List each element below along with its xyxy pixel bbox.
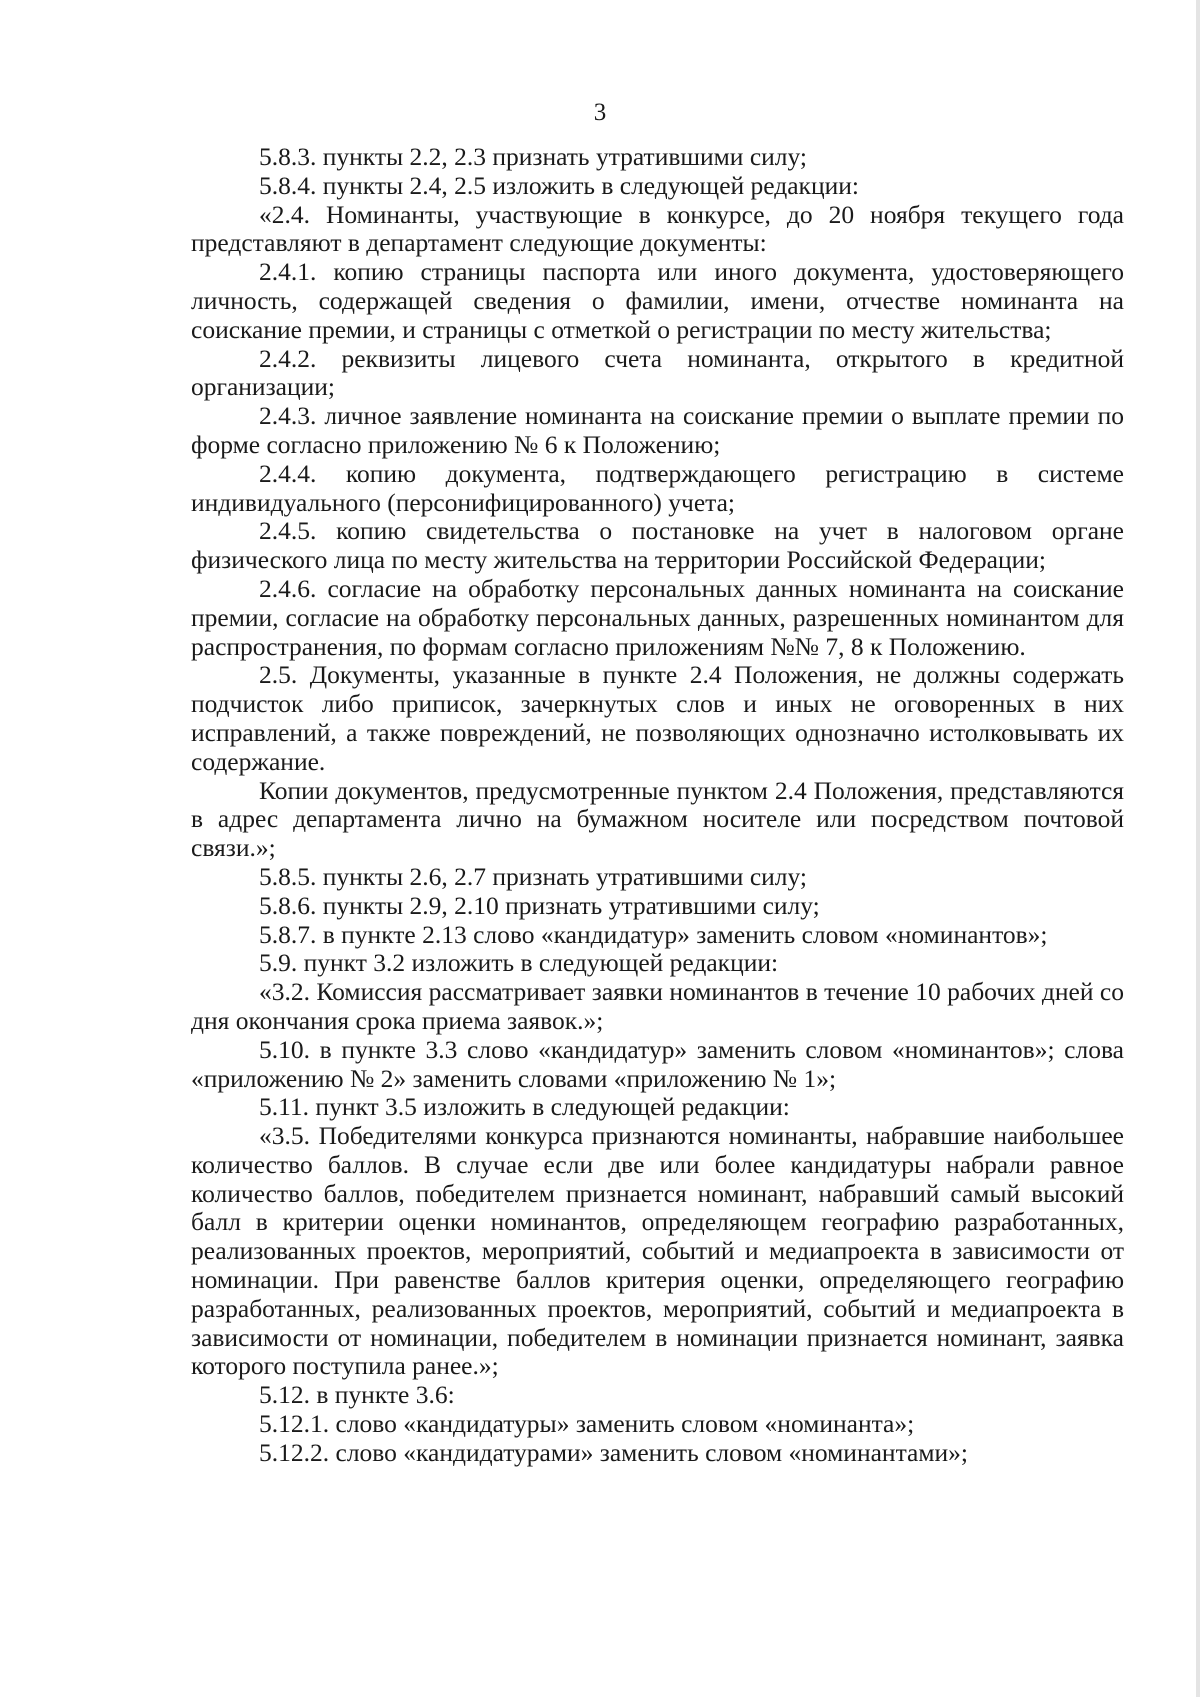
paragraph-2-4-3: 2.4.3. личное заявление номинанта на соискание премии о выплате премии по форме согласно приложению № 6 к Положению; (191, 401, 1124, 459)
paragraph-5-8-5: 5.8.5. пункты 2.6, 2.7 признать утратившими силу; (259, 861, 808, 891)
paragraph-5-12: 5.12. в пункте 3.6: (259, 1380, 455, 1410)
paragraph-2-4-6: 2.4.6. согласие на обработку персональных данных номинанта на соискание премии, согласие на обработку персональных данных, разрешенных номинантом для распространения, по формам согласно приложениям №№ 7, 8 к Положению. (191, 573, 1124, 661)
paragraph-5-8-6: 5.8.6. пункты 2.9, 2.10 признать утратившими силу; (259, 890, 820, 920)
paragraph-5-12-2: 5.12.2. слово «кандидатурами» заменить словом «номинантами»; (259, 1437, 968, 1467)
paragraph-2-4-2: 2.4.2. реквизиты лицевого счета номинанта, открытого в кредитной организации; (191, 343, 1124, 402)
paragraph-5-12-1: 5.12.1. слово «кандидатуры» заменить словом «номинанта»; (259, 1409, 915, 1439)
paragraph-5-11: 5.11. пункт 3.5 изложить в следующей редакции: (259, 1092, 790, 1122)
paragraph-5-9: 5.9. пункт 3.2 изложить в следующей редакции: (259, 948, 779, 978)
paragraph-2-4-5: 2.4.5. копию свидетельства о постановке на учет в налоговом органе физического лица по месту жительства на территории Российской Федерации; (191, 516, 1124, 575)
paragraph-5-8-7: 5.8.7. в пункте 2.13 слово «кандидатур» заменить словом «номинантов»; (259, 919, 1048, 949)
paragraph-5-10: 5.10. в пункте 3.3 слово «кандидатур» заменить словом «номинантов»; слова «приложению № 2» заменить словами «приложению № 1»; (191, 1034, 1124, 1093)
paragraph-3-2: «3.2. Комиссия рассматривает заявки номинантов в течение 10 рабочих дней со дня окончания срока приема заявок.»; (191, 977, 1124, 1035)
paragraph-2-4: «2.4. Номинанты, участвующие в конкурсе, до 20 ноября текущего года представляют в департамент следующие документы: (191, 199, 1124, 258)
paragraph-2-5: 2.5. Документы, указанные в пункте 2.4 Положения, не должны содержать подчисток либо приписок, зачеркнутых слов и иных не оговоренных в них исправлений, а также повреждений, не позволяющих однозначно истолковывать их содержание. (191, 660, 1124, 776)
page-edge (1196, 0, 1200, 1697)
paragraph-5-8-3: 5.8.3. пункты 2.2, 2.3 признать утратившими силу; (259, 142, 808, 171)
paragraph-2-4-1: 2.4.1. копию страницы паспорта или иного документа, удостоверяющего личность, содержащей сведения о фамилии, имени, отчестве номинанта на соискание премии, и страницы с отметкой о регистрации по месту жительства; (191, 257, 1124, 344)
paragraph-2-4-4: 2.4.4. копию документа, подтверждающего регистрацию в системе индивидуального (персонифицированного) учета; (191, 458, 1124, 517)
document-body (191, 143, 1124, 1468)
paragraph-3-5: «3.5. Победителями конкурса признаются номинанты, набравшие наибольшее количество баллов. В случае если две или более кандидатуры набрали равное количество баллов, победителем признается номинант, набравший самый высокий балл в критерии оценки номинантов, определяющем географию разработанных, реализованных проектов, мероприятий, событий и медиапроекта в зависимости от номинации. При равенстве баллов критерия оценки, определяющего географию разработанных, реализованных проектов, мероприятий, событий и медиапроекта в зависимости от номинации, победителем в номинации признается номинант, заявка которого поступила ранее.»; (191, 1121, 1124, 1381)
page-number: 3 (593, 99, 607, 126)
paragraph-5-8-4: 5.8.4. пункты 2.4, 2.5 изложить в следующей редакции: (259, 170, 859, 200)
paragraph-copies: Копии документов, предусмотренные пунктом 2.4 Положения, представляются в адрес департамента лично на бумажном носителе или посредством почтовой связи.»; (191, 775, 1124, 863)
